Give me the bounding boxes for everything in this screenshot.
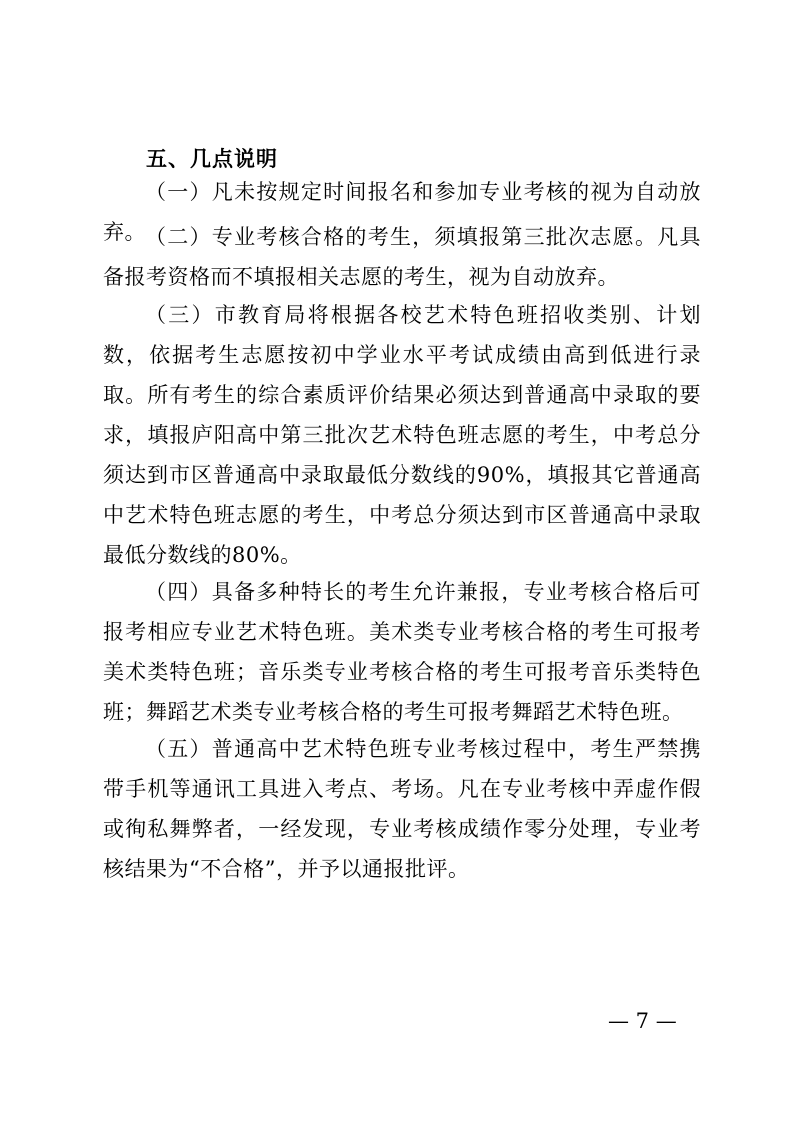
section-heading: 五、几点说明 xyxy=(146,147,278,171)
paragraph-4: （四）具备多种特长的考生允许兼报，专业考核合格后可报考相应专业艺术特色班。美术类专业考核合格的考生可报考美术类特色班；音乐类专业考核合格的考生可报考音乐类特色班；舞蹈艺术类专业考核合格的考生可报考舞蹈艺术特色班。 xyxy=(103,580,701,724)
page-number: — 7 — xyxy=(608,1009,677,1033)
paragraph-3: （三）市教育局将根据各校艺术特色班招收类别、计划数，依据考生志愿按初中学业水平考试成绩由高到低进行录取。所有考生的综合素质评价结果必须达到普通高中录取的要求，填报庐阳高中第三批次艺术特色班志愿的考生，中考总分须达到市区普通高中录取最低分数线的90%，填报其它普通高中艺术特色班志愿的考生，中考总分须达到市区普通高中录取最低分数线的80%。 xyxy=(103,303,701,567)
paragraph-5: （五）普通高中艺术特色班专业考核过程中，考生严禁携带手机等通讯工具进入考点、考场。凡在专业考核中弄虚作假或徇私舞弊者，一经发现，专业考核成绩作零分处理，专业考核结果为“不合格”，并予以通报批评。 xyxy=(103,737,701,881)
paragraph-1: （一）凡未按规定时间报名和参加专业考核的视为自动放弃。 xyxy=(103,180,701,244)
paragraph-2: （二）专业考核合格的考生，须填报第三批次志愿。凡具备报考资格而不填报相关志愿的考生，视为自动放弃。 xyxy=(103,225,701,289)
